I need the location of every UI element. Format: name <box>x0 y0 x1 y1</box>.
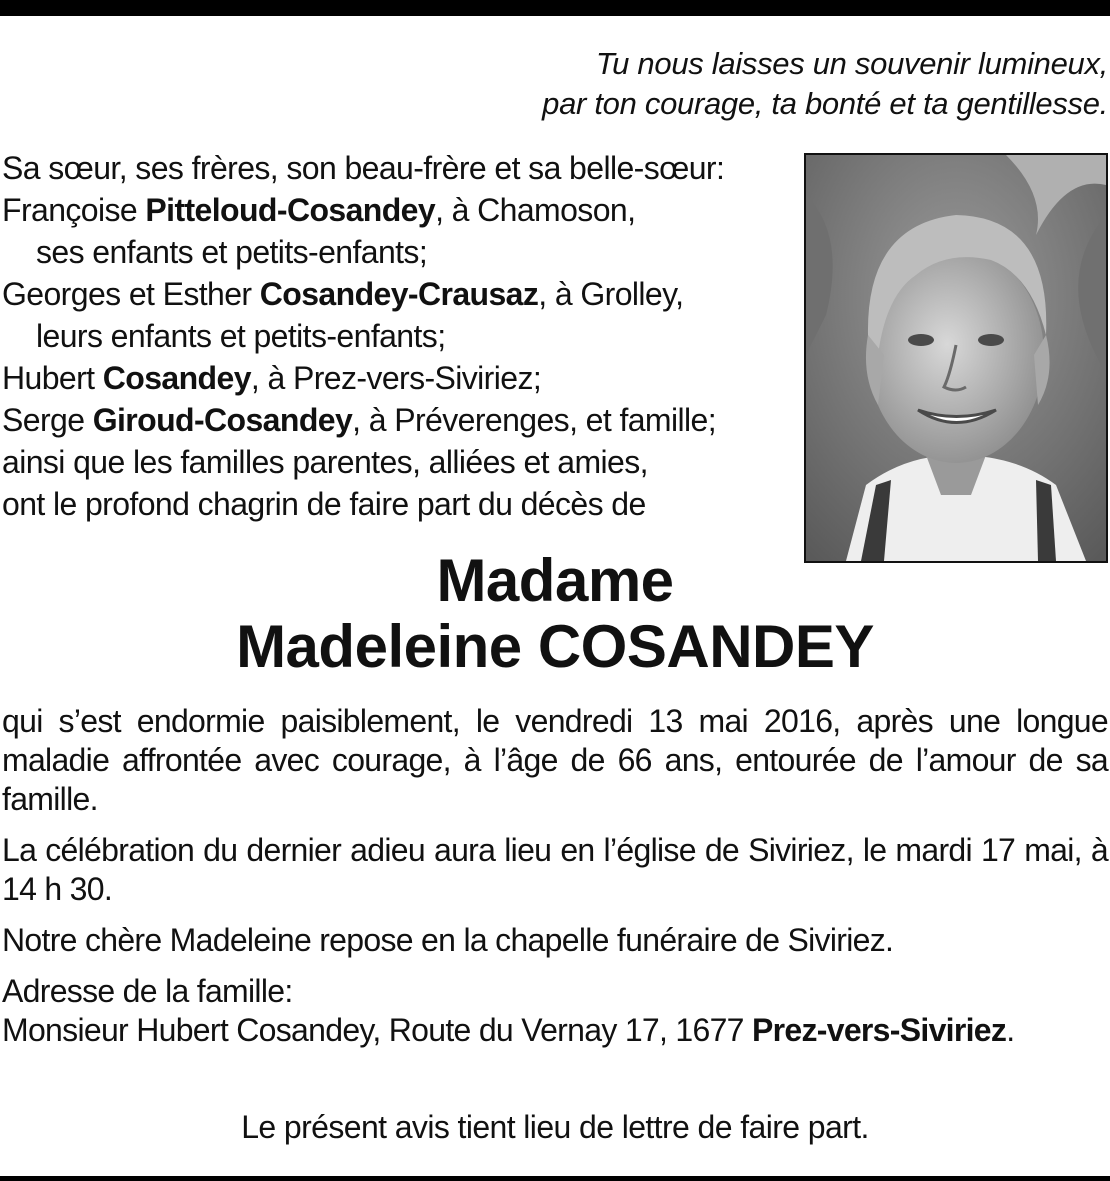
family-outro-2: ont le profond chagrin de faire part du décès de <box>2 486 646 522</box>
rest-place-paragraph: Notre chère Madeleine repose en la chapelle funéraire de Siviriez. <box>2 922 894 958</box>
family-member <box>2 357 792 399</box>
death-notice-paragraph: qui s’est endormie paisiblement, le vendredi 13 mai 2016, après une longue maladie affrontée avec courage, à l’âge de 66 ans, entourée de l’amour de sa famille. <box>2 703 1108 817</box>
address-city: Prez-vers-Siviriez <box>751 1012 1007 1048</box>
family-outro-1: ainsi que les familles parentes, alliées et amies, <box>2 444 648 480</box>
ceremony-paragraph: La célébration du dernier adieu aura lieu en l’église de Siviriez, le mardi 17 mai, à 14 h 30. <box>2 832 1108 907</box>
member-surname: Giroud-Cosandey <box>92 402 353 438</box>
member-location: , à Grolley, <box>538 276 684 312</box>
member-location: , à Chamoson, <box>435 192 636 228</box>
member-surname: Cosandey-Crausaz <box>259 276 539 312</box>
deceased-name-block <box>0 548 1110 680</box>
bottom-rule <box>0 1176 1110 1181</box>
closing-note: Le présent avis tient lieu de lettre de faire part. <box>241 1109 869 1145</box>
deceased-title: Madame <box>436 547 674 614</box>
member-given-name: Françoise <box>2 192 146 228</box>
family-member <box>2 399 792 441</box>
family-descendants: ses enfants et petits-enfants; <box>36 234 428 270</box>
top-rule <box>0 0 1110 16</box>
address-end: . <box>1006 1012 1015 1048</box>
member-surname: Cosandey <box>102 360 251 396</box>
announcement-body <box>2 702 1108 1050</box>
deceased-name: Madeleine COSANDEY <box>236 613 874 680</box>
address-text: Monsieur Hubert Cosandey, Route du Vernay 17, 1677 <box>2 1012 752 1048</box>
member-given-name: Hubert <box>2 360 103 396</box>
member-location: , à Préverenges, et famille; <box>352 402 716 438</box>
epigraph-line-1: Tu nous laisses un souvenir lumineux, <box>595 46 1108 81</box>
member-surname: Pitteloud-Cosandey <box>145 192 436 228</box>
epigraph-line-2: par ton courage, ta bonté et ta gentillesse. <box>542 86 1108 121</box>
portrait-photo-icon <box>804 153 1108 563</box>
family-list <box>2 147 792 525</box>
family-descendants: leurs enfants et petits-enfants; <box>36 318 446 354</box>
family-member <box>2 273 792 315</box>
epigraph <box>308 44 1108 124</box>
family-address <box>2 972 1108 1050</box>
address-label: Adresse de la famille: <box>2 973 293 1009</box>
member-location: , à Prez-vers-Siviriez; <box>250 360 542 396</box>
member-given-name: Georges et Esther <box>2 276 260 312</box>
member-given-name: Serge <box>2 402 93 438</box>
family-intro: Sa sœur, ses frères, son beau-frère et sa belle-sœur: <box>2 150 725 186</box>
family-member <box>2 189 792 231</box>
